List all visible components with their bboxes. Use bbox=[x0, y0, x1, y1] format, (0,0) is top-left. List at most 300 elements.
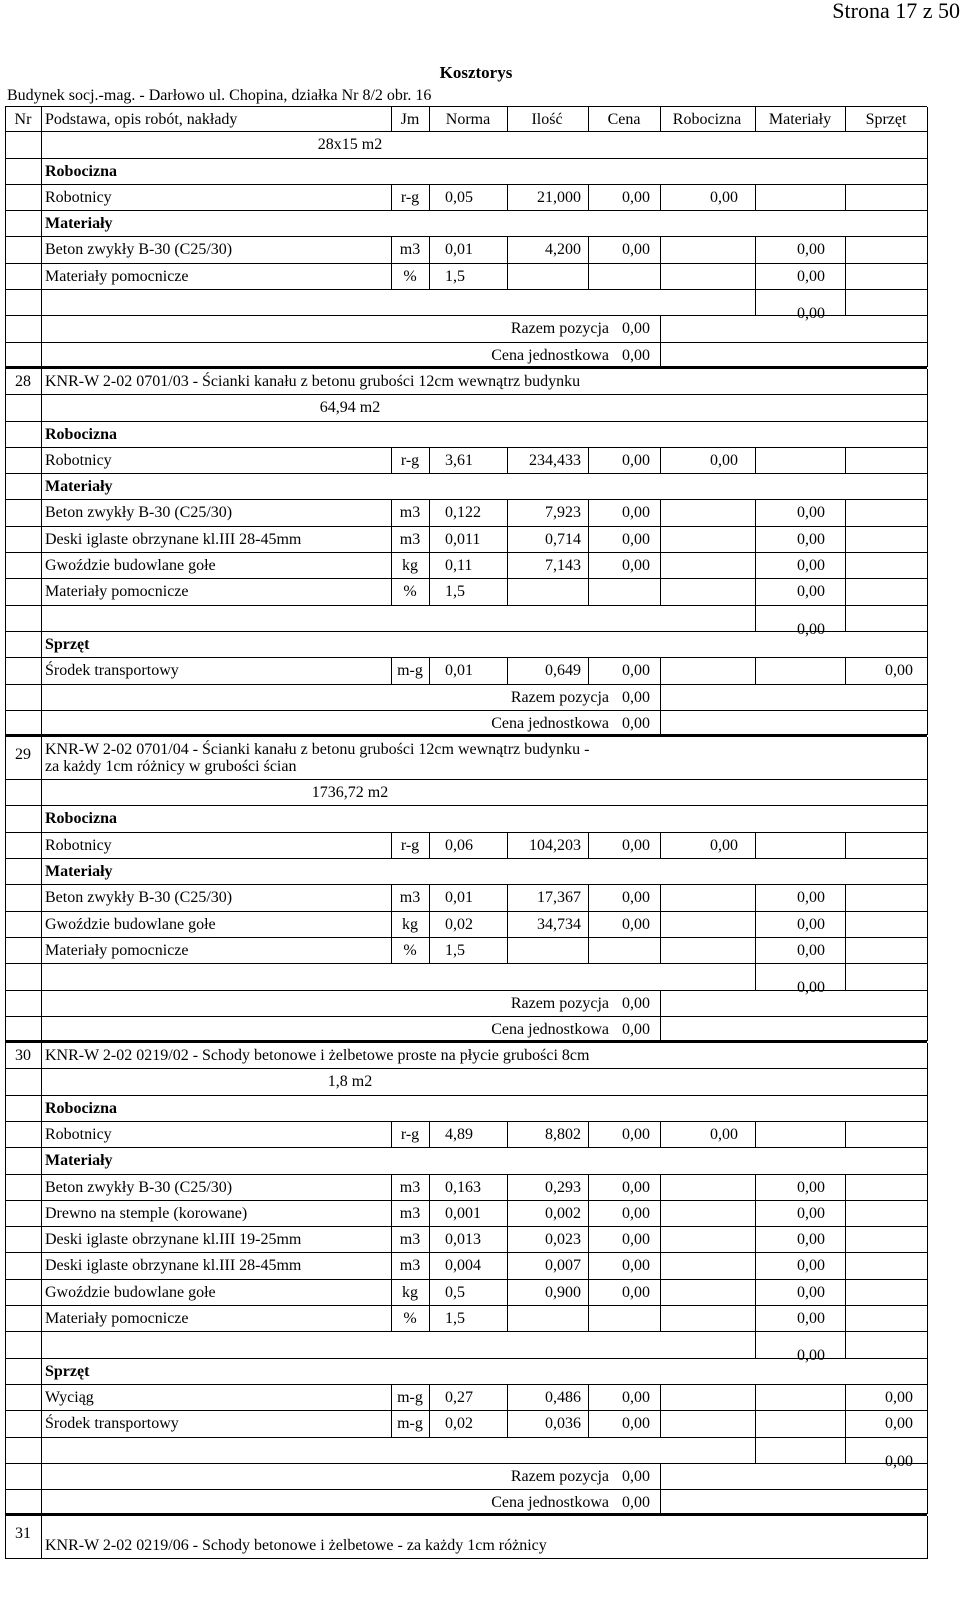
grid-line bbox=[755, 885, 756, 911]
grid-line bbox=[41, 343, 42, 367]
amount: 7,143 bbox=[545, 557, 581, 575]
grid-line bbox=[5, 1411, 6, 1437]
grid-line bbox=[5, 448, 6, 474]
grid-line bbox=[660, 237, 661, 263]
item-description: Materiały pomocnicze bbox=[45, 941, 189, 959]
grid-line bbox=[660, 711, 661, 735]
labor-cost: 0,00 bbox=[710, 836, 738, 854]
table-row-razem bbox=[5, 316, 927, 342]
grid-line bbox=[5, 685, 6, 711]
grid-line bbox=[588, 448, 589, 474]
grid-line bbox=[41, 1043, 42, 1069]
grid-line bbox=[5, 500, 6, 526]
unit: m-g bbox=[397, 662, 423, 680]
grid-line bbox=[5, 912, 6, 938]
grid-line bbox=[927, 1122, 928, 1148]
grid-line bbox=[755, 658, 756, 684]
grid-line bbox=[845, 938, 846, 964]
norm: 0,122 bbox=[445, 504, 481, 522]
material-cost: 0,00 bbox=[797, 1310, 825, 1328]
grid-line bbox=[41, 553, 42, 579]
grid-line bbox=[755, 237, 756, 263]
table-row bbox=[5, 658, 927, 684]
grid-line bbox=[5, 395, 6, 421]
table-row bbox=[5, 1411, 927, 1437]
grid-line bbox=[755, 290, 756, 316]
material-cost: 0,00 bbox=[797, 1257, 825, 1275]
grid-line bbox=[845, 579, 846, 605]
grid-line bbox=[588, 1227, 589, 1253]
grid-line bbox=[845, 553, 846, 579]
grid-line bbox=[41, 1306, 42, 1332]
labor-cost: 0,00 bbox=[710, 188, 738, 206]
table-row-sec bbox=[5, 211, 927, 237]
grid-line bbox=[660, 1122, 661, 1148]
grid-line bbox=[391, 527, 392, 553]
grid-line bbox=[391, 1201, 392, 1227]
material-cost: 0,00 bbox=[797, 557, 825, 575]
grid-line bbox=[927, 1359, 928, 1385]
material-cost: 0,00 bbox=[797, 1231, 825, 1249]
grid-line bbox=[5, 343, 6, 367]
total-label: Razem pozycja bbox=[510, 994, 609, 1012]
grid-line bbox=[755, 500, 756, 526]
material-cost: 0,00 bbox=[797, 1283, 825, 1301]
grid-line bbox=[927, 991, 928, 1017]
grid-line bbox=[5, 579, 6, 605]
material-cost: 0,00 bbox=[797, 267, 825, 285]
material-subtotal: 0,00 bbox=[797, 305, 825, 323]
grid-line bbox=[927, 132, 928, 158]
grid-line bbox=[660, 1227, 661, 1253]
material-cost: 0,00 bbox=[797, 1204, 825, 1222]
grid-line bbox=[755, 1175, 756, 1201]
amount: 0,023 bbox=[545, 1231, 581, 1249]
grid-line bbox=[927, 1017, 928, 1041]
grid-line bbox=[845, 448, 846, 474]
grid-line bbox=[927, 185, 928, 211]
total-label: Cena jednostkowa bbox=[491, 1494, 609, 1512]
grid-line bbox=[845, 964, 846, 990]
grid-line bbox=[927, 343, 928, 367]
grid-line bbox=[5, 159, 6, 185]
unit: r-g bbox=[400, 451, 420, 469]
grid-line bbox=[507, 579, 508, 605]
total-label: Razem pozycja bbox=[510, 688, 609, 706]
norm: 0,001 bbox=[445, 1204, 481, 1222]
grid-line bbox=[391, 1385, 392, 1411]
price: 0,00 bbox=[622, 889, 650, 907]
total-value: 0,00 bbox=[622, 688, 650, 706]
table-header bbox=[5, 106, 927, 132]
grid-line bbox=[5, 1253, 6, 1279]
grid-line bbox=[41, 1253, 42, 1279]
grid-line bbox=[391, 912, 392, 938]
material-cost: 0,00 bbox=[797, 941, 825, 959]
table-row bbox=[5, 885, 927, 911]
total-label: Cena jednostkowa bbox=[491, 1020, 609, 1038]
grid-line bbox=[660, 527, 661, 553]
grid-line bbox=[507, 107, 508, 132]
grid-line bbox=[660, 1017, 661, 1041]
grid-line bbox=[755, 1280, 756, 1306]
grid-line bbox=[660, 1201, 661, 1227]
table-row-sum bbox=[5, 1438, 927, 1470]
grid-line bbox=[588, 658, 589, 684]
grid-line bbox=[755, 1201, 756, 1227]
grid-line bbox=[507, 448, 508, 474]
grid-line bbox=[41, 1096, 42, 1122]
labor-cost: 0,00 bbox=[710, 451, 738, 469]
total-value: 0,00 bbox=[622, 994, 650, 1012]
grid-line bbox=[927, 316, 928, 342]
table-row bbox=[5, 912, 927, 938]
grid-line bbox=[41, 369, 42, 395]
norm: 0,27 bbox=[445, 1388, 473, 1406]
grid-line bbox=[5, 369, 6, 395]
grid-line bbox=[660, 500, 661, 526]
grid-line bbox=[507, 527, 508, 553]
grid-line bbox=[41, 711, 42, 735]
grid-line bbox=[391, 885, 392, 911]
norm: 0,11 bbox=[445, 557, 473, 575]
table-row-sec bbox=[5, 632, 927, 658]
grid-line bbox=[5, 211, 6, 237]
grid-line bbox=[845, 527, 846, 553]
grid-line bbox=[588, 1122, 589, 1148]
table-row-sum bbox=[5, 964, 927, 997]
grid-line bbox=[660, 579, 661, 605]
item-description: Beton zwykły B-30 (C25/30) bbox=[45, 241, 233, 259]
price: 0,00 bbox=[622, 1125, 650, 1143]
grid-line bbox=[5, 1201, 6, 1227]
grid-line bbox=[391, 1306, 392, 1332]
grid-line bbox=[429, 1175, 430, 1201]
grid-line bbox=[429, 107, 430, 132]
grid-line bbox=[507, 553, 508, 579]
table-row bbox=[5, 1306, 927, 1332]
position-number: 28 bbox=[15, 372, 31, 390]
table-row-qty bbox=[5, 1069, 927, 1095]
grid-line bbox=[41, 107, 42, 132]
price: 0,00 bbox=[622, 557, 650, 575]
grid-line bbox=[755, 553, 756, 579]
item-description: Robotnicy bbox=[45, 188, 112, 206]
grid-line bbox=[5, 964, 6, 990]
section-label: Sprzęt bbox=[45, 635, 90, 653]
grid-line bbox=[391, 237, 392, 263]
grid-line bbox=[927, 211, 928, 237]
grid-line bbox=[429, 912, 430, 938]
grid-line bbox=[845, 1411, 846, 1437]
grid-line bbox=[927, 395, 928, 421]
grid-line bbox=[41, 859, 42, 885]
grid-line bbox=[507, 1201, 508, 1227]
grid-line bbox=[927, 264, 928, 290]
grid-line bbox=[927, 1175, 928, 1201]
total-value: 0,00 bbox=[622, 320, 650, 338]
labor-cost: 0,00 bbox=[710, 1125, 738, 1143]
table-row-qty bbox=[5, 395, 927, 421]
grid-line bbox=[660, 1385, 661, 1411]
grid-line bbox=[588, 237, 589, 263]
equipment-cost: 0,00 bbox=[885, 1415, 913, 1433]
price: 0,00 bbox=[622, 1257, 650, 1275]
grid-line bbox=[41, 474, 42, 500]
grid-line bbox=[927, 780, 928, 806]
grid-line bbox=[927, 500, 928, 526]
unit: m3 bbox=[399, 1204, 421, 1222]
grid-line bbox=[391, 658, 392, 684]
grid-line bbox=[41, 938, 42, 964]
grid-line bbox=[660, 448, 661, 474]
item-description: Beton zwykły B-30 (C25/30) bbox=[45, 504, 233, 522]
grid-line bbox=[391, 553, 392, 579]
grid-line bbox=[5, 632, 6, 658]
table-row-pos bbox=[5, 369, 927, 395]
grid-line bbox=[588, 833, 589, 859]
item-description: Deski iglaste obrzynane kl.III 28-45mm bbox=[45, 1257, 302, 1275]
grid-line bbox=[41, 448, 42, 474]
grid-line bbox=[5, 737, 6, 780]
total-value: 0,00 bbox=[622, 1494, 650, 1512]
grid-line bbox=[927, 1411, 928, 1437]
table-row-razem bbox=[5, 1490, 927, 1516]
grid-line bbox=[41, 964, 42, 990]
grid-line bbox=[927, 1069, 928, 1095]
table-row-sec bbox=[5, 474, 927, 500]
grid-line bbox=[5, 859, 6, 885]
table-row bbox=[5, 185, 927, 211]
price: 0,00 bbox=[622, 836, 650, 854]
table-row-razem bbox=[5, 1017, 927, 1043]
grid-line bbox=[588, 1411, 589, 1437]
table-row-sum bbox=[5, 290, 927, 323]
unit: m3 bbox=[399, 889, 421, 907]
grid-line bbox=[755, 1253, 756, 1279]
grid-line bbox=[927, 1148, 928, 1174]
table-row-sec bbox=[5, 1359, 927, 1385]
grid-line bbox=[845, 237, 846, 263]
grid-line bbox=[391, 1175, 392, 1201]
header-cell: Jm bbox=[400, 111, 420, 128]
amount: 7,923 bbox=[545, 504, 581, 522]
quantity: 1,8 m2 bbox=[327, 1073, 373, 1091]
grid-line bbox=[507, 185, 508, 211]
table-row bbox=[5, 264, 927, 290]
grid-line bbox=[41, 1411, 42, 1437]
grid-line bbox=[845, 1122, 846, 1148]
material-cost: 0,00 bbox=[797, 889, 825, 907]
grid-line bbox=[5, 1306, 6, 1332]
grid-line bbox=[660, 1464, 661, 1490]
grid-line bbox=[429, 553, 430, 579]
grid-line bbox=[927, 1490, 928, 1514]
table-row bbox=[5, 938, 927, 964]
material-cost: 0,00 bbox=[797, 241, 825, 259]
grid-line bbox=[5, 474, 6, 500]
material-subtotal: 0,00 bbox=[797, 620, 825, 638]
position-number: 30 bbox=[15, 1047, 31, 1065]
grid-line bbox=[927, 1306, 928, 1332]
grid-line bbox=[588, 1385, 589, 1411]
grid-line bbox=[660, 685, 661, 711]
grid-line bbox=[5, 1516, 6, 1559]
grid-line bbox=[391, 264, 392, 290]
grid-line bbox=[41, 632, 42, 658]
grid-line bbox=[391, 107, 392, 132]
item-description: Wyciąg bbox=[45, 1388, 94, 1406]
grid-line bbox=[41, 527, 42, 553]
grid-line bbox=[927, 938, 928, 964]
grid-line bbox=[507, 1385, 508, 1411]
grid-line bbox=[5, 885, 6, 911]
grid-line bbox=[755, 833, 756, 859]
unit: m3 bbox=[399, 504, 421, 522]
unit: % bbox=[403, 583, 417, 601]
item-description: Gwoździe budowlane gołe bbox=[45, 557, 216, 575]
grid-line bbox=[5, 1359, 6, 1385]
grid-line bbox=[41, 1122, 42, 1148]
unit: % bbox=[403, 1310, 417, 1328]
grid-line bbox=[927, 685, 928, 711]
grid-line bbox=[927, 1096, 928, 1122]
amount: 0,293 bbox=[545, 1178, 581, 1196]
grid-line bbox=[845, 1201, 846, 1227]
grid-line bbox=[391, 579, 392, 605]
table-row-sec bbox=[5, 1148, 927, 1174]
grid-line bbox=[41, 1069, 42, 1095]
grid-line bbox=[845, 1306, 846, 1332]
grid-line bbox=[41, 500, 42, 526]
grid-line bbox=[5, 1385, 6, 1411]
grid-line bbox=[41, 1385, 42, 1411]
grid-line bbox=[429, 1280, 430, 1306]
grid-line bbox=[927, 833, 928, 859]
grid-line bbox=[5, 1122, 6, 1148]
grid-line bbox=[660, 553, 661, 579]
table-row-sum bbox=[5, 1332, 927, 1365]
amount: 0,900 bbox=[545, 1283, 581, 1301]
unit: r-g bbox=[400, 836, 420, 854]
grid-line bbox=[41, 1280, 42, 1306]
grid-line bbox=[5, 606, 6, 632]
grid-line bbox=[429, 264, 430, 290]
grid-line bbox=[588, 553, 589, 579]
grid-line bbox=[660, 833, 661, 859]
norm: 0,163 bbox=[445, 1178, 481, 1196]
grid-line bbox=[845, 912, 846, 938]
table-row-pos bbox=[5, 1043, 927, 1069]
section-label: Robocizna bbox=[45, 425, 117, 443]
grid-line bbox=[845, 500, 846, 526]
header-cell: Norma bbox=[445, 111, 491, 128]
amount: 21,000 bbox=[537, 188, 581, 206]
grid-line bbox=[5, 1148, 6, 1174]
grid-line bbox=[41, 885, 42, 911]
total-value: 0,00 bbox=[622, 1467, 650, 1485]
grid-line bbox=[5, 1280, 6, 1306]
unit: m-g bbox=[397, 1415, 423, 1433]
grid-line bbox=[755, 1306, 756, 1332]
grid-line bbox=[660, 1411, 661, 1437]
unit: kg bbox=[402, 915, 418, 933]
grid-line bbox=[755, 938, 756, 964]
grid-line bbox=[660, 1280, 661, 1306]
grid-line bbox=[755, 606, 756, 632]
grid-line bbox=[41, 1148, 42, 1174]
header-cell: Sprzęt bbox=[865, 111, 907, 128]
table-row-razem bbox=[5, 711, 927, 737]
position-description: KNR-W 2-02 0219/02 - Schody betonowe i żelbetowe proste na płycie grubości 8cm bbox=[45, 1047, 590, 1065]
grid-line bbox=[41, 685, 42, 711]
grid-line bbox=[927, 1516, 928, 1559]
grid-line bbox=[927, 1280, 928, 1306]
grid-line bbox=[391, 938, 392, 964]
grid-line bbox=[588, 500, 589, 526]
table-row bbox=[5, 1201, 927, 1227]
grid-line bbox=[429, 1201, 430, 1227]
grid-line bbox=[429, 527, 430, 553]
item-description: Robotnicy bbox=[45, 1125, 112, 1143]
grid-line bbox=[588, 264, 589, 290]
item-description: Deski iglaste obrzynane kl.III 28-45mm bbox=[45, 530, 302, 548]
grid-line bbox=[845, 1385, 846, 1411]
grid-line bbox=[429, 1253, 430, 1279]
grid-line bbox=[845, 185, 846, 211]
quantity: 1736,72 m2 bbox=[311, 784, 389, 802]
header-cell: Podstawa, opis robót, nakłady bbox=[45, 111, 238, 128]
grid-line bbox=[927, 1332, 928, 1358]
norm: 0,01 bbox=[445, 662, 473, 680]
grid-line bbox=[660, 1253, 661, 1279]
table-row-razem bbox=[5, 685, 927, 711]
grid-line bbox=[845, 606, 846, 632]
table-row-sec bbox=[5, 422, 927, 448]
grid-line bbox=[429, 1306, 430, 1332]
norm: 0,01 bbox=[445, 889, 473, 907]
material-subtotal: 0,00 bbox=[797, 1347, 825, 1365]
amount: 34,734 bbox=[537, 915, 581, 933]
grid-line bbox=[755, 448, 756, 474]
grid-line bbox=[660, 991, 661, 1017]
grid-line bbox=[927, 964, 928, 990]
document-subtitle: Budynek socj.-mag. - Darłowo ul. Chopina, działka Nr 8/2 obr. 16 bbox=[7, 87, 432, 104]
grid-line bbox=[507, 938, 508, 964]
grid-line bbox=[507, 833, 508, 859]
unit: m-g bbox=[397, 1388, 423, 1406]
grid-line bbox=[391, 1411, 392, 1437]
grid-line bbox=[927, 237, 928, 263]
table-row-razem bbox=[5, 1464, 927, 1490]
grid-line bbox=[507, 500, 508, 526]
grid-line bbox=[660, 343, 661, 367]
grid-line bbox=[755, 107, 756, 132]
price: 0,00 bbox=[622, 1204, 650, 1222]
grid-line bbox=[5, 264, 6, 290]
grid-line bbox=[588, 885, 589, 911]
grid-line bbox=[429, 237, 430, 263]
position-description: KNR-W 2-02 0701/03 - Ścianki kanału z betonu grubości 12cm wewnątrz budynku bbox=[45, 372, 581, 390]
grid-line bbox=[5, 833, 6, 859]
table-row bbox=[5, 553, 927, 579]
item-description: Gwoździe budowlane gołe bbox=[45, 915, 216, 933]
grid-line bbox=[588, 107, 589, 132]
amount: 17,367 bbox=[537, 889, 581, 907]
grid-line bbox=[927, 1385, 928, 1411]
quantity: 28x15 m2 bbox=[317, 136, 383, 154]
price: 0,00 bbox=[622, 1388, 650, 1406]
